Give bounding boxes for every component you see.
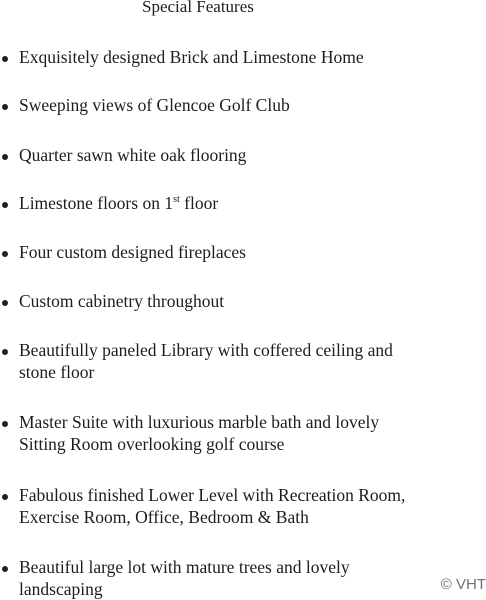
list-item-text: Four custom designed fireplaces xyxy=(19,242,246,262)
bullet-icon xyxy=(2,251,8,257)
superscript: st xyxy=(173,194,180,205)
text-part: floor xyxy=(179,193,219,213)
bullet-icon xyxy=(2,300,8,306)
bullet-icon xyxy=(2,494,8,500)
bullet-icon xyxy=(2,349,8,355)
text-line: Sitting Room overlooking golf course xyxy=(19,434,285,454)
list-item-text xyxy=(19,192,464,214)
text-line: Master Suite with luxurious marble bath and lovely xyxy=(19,412,380,432)
text-line: landscaping xyxy=(19,579,103,599)
bullet-icon xyxy=(2,566,8,572)
bullet-icon xyxy=(2,56,8,62)
bullet-icon xyxy=(2,202,8,208)
text-line: Beautifully paneled Library with coffered ceiling and xyxy=(19,340,393,360)
page-title: Special Features xyxy=(142,0,254,16)
list-item-text xyxy=(19,556,464,600)
text-line: Fabulous finished Lower Level with Recreation Room, xyxy=(19,485,406,505)
list-item-text: Custom cabinetry throughout xyxy=(19,291,225,311)
text-line: Exercise Room, Office, Bedroom & Bath xyxy=(19,507,309,527)
bullet-icon xyxy=(2,421,8,427)
copyright-watermark: © VHT xyxy=(440,576,486,593)
text-line: stone floor xyxy=(19,362,95,382)
list-item-text xyxy=(19,411,464,455)
list-item-text: Exquisitely designed Brick and Limestone Home xyxy=(19,47,364,67)
list-item-text: Quarter sawn white oak flooring xyxy=(19,145,247,165)
text-part: Limestone floors on 1 xyxy=(19,193,174,213)
text-line: Beautiful large lot with mature trees and lovely xyxy=(19,557,350,577)
bullet-icon xyxy=(2,104,8,110)
bullet-icon xyxy=(2,154,8,160)
list-item-text xyxy=(19,339,464,383)
list-item-text xyxy=(19,484,464,528)
list-item-text: Sweeping views of Glencoe Golf Club xyxy=(19,95,290,115)
